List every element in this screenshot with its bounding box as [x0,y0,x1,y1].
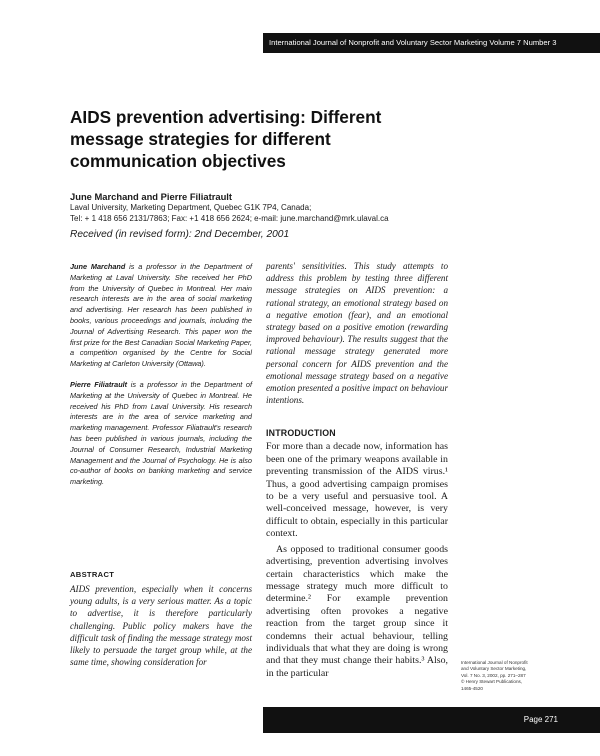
abstract-heading: ABSTRACT [70,570,115,579]
abstract-text: AIDS prevention, especially when it concerns young adults, is a very serious matter. As a topic to advertise, it is therefore particularly challenging. Public policy makers have the difficult task of finding the message strategy most likely to persuade the target group while, at the same time, showing consideration for [70,584,252,668]
abstract-continuation: parents' sensitivities. This study attempts to address this problem by testing three different message strategies on AIDS prevention: a rational strategy, an emotional strategy based on a negative emotion (fear), and an emotional strategy based on a positive emotion (rewarding improved behaviour). The results suggest that the rational message strategy generated more personal concern for AIDS prevention and the emotional message strategy based on a negative emotion presented a positive impact on behaviour intentions. [266,261,448,406]
journal-header-bar [263,33,600,53]
bio-name: Pierre Filiatrault [70,379,128,389]
introduction-heading: INTRODUCTION [266,428,336,439]
citation-line: Vol. 7 No. 3, 2002, pp. 271–287 [461,672,526,678]
introduction-paragraph: For more than a decade now, information has been one of the primary weapons available in preventing transmission of the AIDS virus.¹ Thus, a good advertising campaign promises to be a very useful and persuasive tool. A well-conceived message, however, is very difficult to obtain, especially in this particular context. [266,441,448,540]
author-block [70,191,530,243]
author-affiliation: Laval University, Marketing Department, Quebec G1K 7P4, Canada; [70,203,312,212]
author-names: June Marchand and Pierre Filiatrault [70,191,233,202]
introduction-paragraph: As opposed to traditional consumer goods advertising, prevention advertising involves certain characteristics which make the message strategy much more difficult to determine.² For example prevention advertising often provokes a negative reaction from the target group since it condemns their actual behaviour, telling individuals that what they are doing is wrong and that they must change their habits.³ Also, in the particular [266,543,448,679]
bio-filiatrault [70,380,252,488]
received-date: Received (in revised form): 2nd December, 2001 [70,229,290,240]
citation-line: and Voluntary Sector Marketing, [461,666,527,672]
citation-line: © Henry Stewart Publications, [461,679,523,685]
bio-text: is a professor in the Department of Marketing at Laval University. She received her PhD from the University of Quebec in Montreal. Her main research interests are in the area of social marketing and advertising. Her research has been published in books, various proceedings and journals, including the Journal of Advertising Research. This paper won the first prize for the Best Canadian Social Marketing Paper, a competition organised by the Centre for Social Marketing at Carleton University (Ottawa). [70,262,252,369]
journal-header-text: International Journal of Nonprofit and Voluntary Sector Marketing Volume 7 Number 3 [269,38,557,47]
bio-name: June Marchand [70,262,126,271]
author-bios [70,262,252,498]
article-title: AIDS prevention advertising: Different message strategies for different communication objectives [70,107,382,171]
page-footer-bar [263,707,600,733]
citation-line: International Journal of Nonprofit [461,660,528,665]
bio-marchand [70,262,252,370]
abstract-section [70,570,252,668]
citation-line: 1465-4520 [461,685,483,691]
author-contact: Tel: + 1 418 656 2131/7863; Fax: +1 418 656 2624; e-mail: june.marchand@mrk.ulaval.ca [70,213,389,223]
bio-text: is a professor in the Department of Marketing at the University of Quebec in Montreal. He received his PhD from Laval University. His research interests are in the area of service marketing and marketing management. Professor Filiatrault's research has been published in various journals, including the Journal of Consumer Research, Industrial Marketing Management and the Journal of Psychology. He is also co-author of books on banking marketing and service marketing. [70,379,253,487]
page-number: Page 271 [523,715,558,724]
journal-citation-note [461,660,541,692]
right-column [266,260,448,680]
